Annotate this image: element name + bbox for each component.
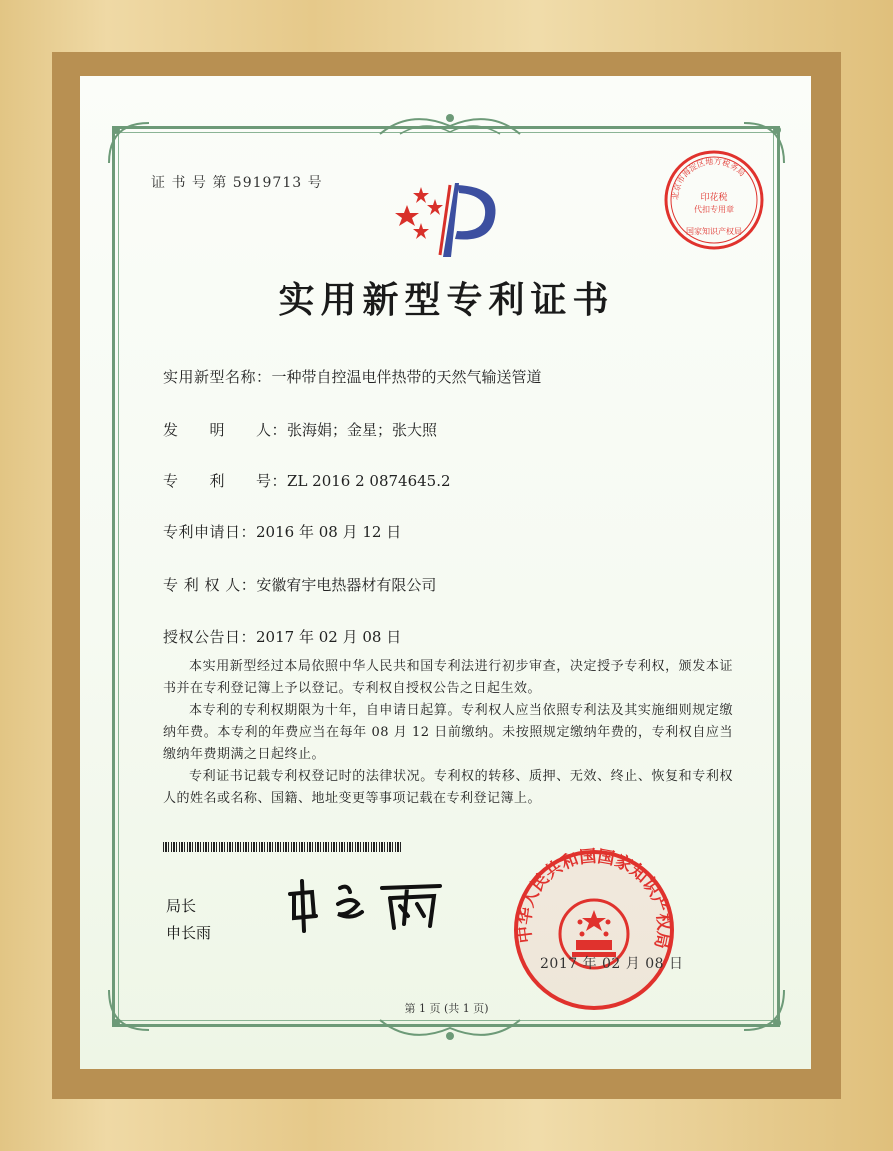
field-utility-model-name <box>163 366 542 387</box>
body-paragraph: 本实用新型经过本局依照中华人民共和国专利法进行初步审查，决定授予专利权，颁发本证书并在专利登记簿上予以登记。专利权自授权公告之日起生效。 <box>163 659 733 696</box>
top-ornament <box>370 104 530 144</box>
director-title: 局长 <box>166 897 197 915</box>
field-label: 授权公告日： <box>163 628 257 646</box>
page-number: 第 1 页 (共 1 页) <box>404 1002 489 1015</box>
certificate-title: 实用新型专利证书 <box>278 279 615 321</box>
bottom-ornament <box>370 1010 530 1050</box>
tax-stamp-seal <box>662 148 766 252</box>
field-label: 专利申请日： <box>163 523 257 541</box>
field-value: 张海娟；金星；张大照 <box>287 421 438 439</box>
field-value: 安徽宥宇电热器材有限公司 <box>256 576 437 594</box>
field-label: 实用新型名称： <box>163 368 272 386</box>
field-value: ZL 2016 2 0874645.2 <box>287 472 451 490</box>
official-seal <box>510 846 678 1014</box>
corner-ornament-tl <box>104 118 154 168</box>
seal-bottom-text: 国家知识产权局 <box>686 227 742 236</box>
field-patentee <box>163 574 436 595</box>
field-label: 专 利 权 人： <box>163 576 257 594</box>
field-application-date <box>163 521 401 542</box>
director-signature <box>282 876 452 936</box>
seal-text: 中华人民共和国国家知识产权局 <box>514 846 674 951</box>
seal-center-text-2: 代扣专用章 <box>694 205 734 214</box>
field-inventors <box>163 419 437 440</box>
seal-date: 2017 年 02 月 08 日 <box>540 956 684 972</box>
director-name: 申长雨 <box>166 924 212 942</box>
field-value: 2017 年 02 月 08 日 <box>256 628 402 646</box>
barcode <box>163 842 403 852</box>
field-label: 发 明 人： <box>163 421 288 439</box>
field-label: 专 利 号： <box>163 472 288 490</box>
certificate-number: 证 书 号 第 5919713 号 <box>151 175 323 191</box>
field-value: 2016 年 08 月 12 日 <box>256 523 402 541</box>
field-grant-date <box>163 626 401 647</box>
seal-text: 北京市海淀区地方税务局 <box>670 156 747 201</box>
patent-office-logo-icon <box>395 175 505 265</box>
body-paragraph: 本专利的专利权期限为十年，自申请日起算。专利权人应当依照专利法及其实施细则规定缴纳年费。本专利的年费应当在每年 08 月 12 日前缴纳。未按照规定缴纳年费的，专利权自应当缴纳年费期满之日起终止。 <box>163 703 733 762</box>
body-paragraph: 专利证书记载专利权登记时的法律状况。专利权的转移、质押、无效、终止、恢复和专利权人的姓名或名称、国籍、地址变更等事项记载在专利登记簿上。 <box>163 769 733 806</box>
field-patent-number <box>163 470 451 491</box>
field-value: 一种带自控温电伴热带的天然气输送管道 <box>271 368 542 386</box>
seal-center-text: 印花税 <box>700 193 728 203</box>
